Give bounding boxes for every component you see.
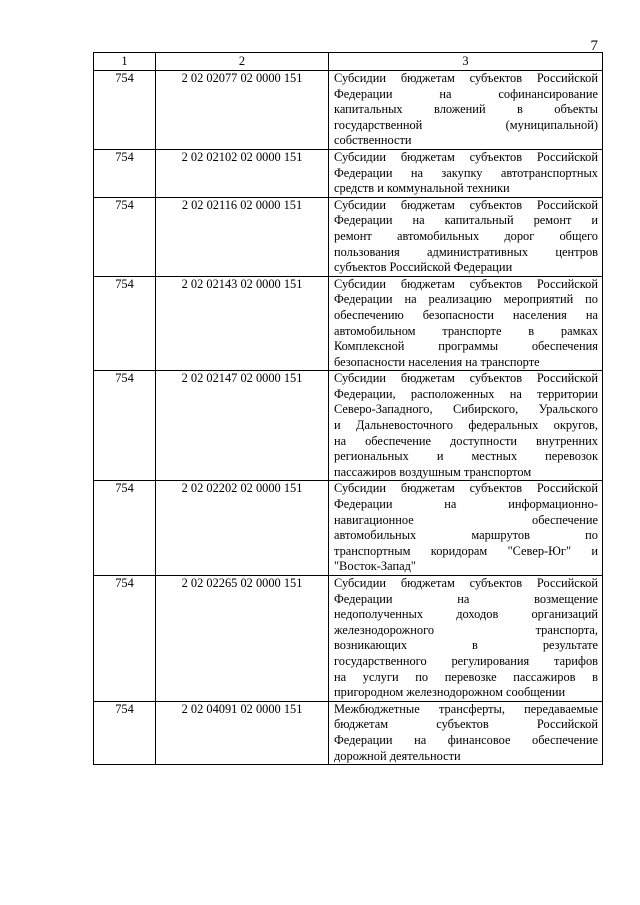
table-row — [94, 149, 603, 197]
page-number: 7 — [590, 38, 598, 54]
description-line: на услуги по перевозке пассажиров в — [334, 669, 598, 684]
description-line: собственности — [334, 133, 412, 148]
table-row — [94, 701, 603, 764]
description-line: Субсидии бюджетам субъектов Российской — [334, 576, 598, 590]
column-header-1: 1 — [94, 53, 156, 71]
description-line: Субсидии бюджетам субъектов Российской — [334, 481, 598, 496]
revenue-codes-table — [93, 52, 603, 765]
description-line: Субсидии бюджетам субъектов Российской — [334, 371, 598, 386]
description-line: Комплексной программы обеспечения — [334, 339, 598, 354]
admin-code-cell: 754 — [94, 481, 156, 576]
revenue-description-cell — [329, 71, 603, 150]
description-line: Федерации на возмещение — [334, 591, 598, 606]
budget-classification-code-cell: 2 02 02265 02 0000 151 — [156, 576, 329, 702]
table-row — [94, 197, 603, 276]
budget-classification-code-cell: 2 02 02102 02 0000 151 — [156, 149, 329, 197]
table-row — [94, 576, 603, 702]
description-line: Федерации на информационно- — [334, 497, 598, 512]
table-body — [94, 71, 603, 765]
description-line: пассажиров воздушным транспортом — [334, 464, 532, 479]
description-line: и Дальневосточного федеральных округов, — [334, 418, 598, 433]
description-line: государственного регулирования тарифов — [334, 653, 598, 668]
revenue-description-cell — [329, 576, 603, 702]
budget-classification-code-cell: 2 02 02077 02 0000 151 — [156, 71, 329, 150]
description-line: Северо-Западного, Сибирского, Уральского — [334, 402, 598, 417]
description-line: Федерации на софинансирование — [334, 86, 598, 101]
description-line: Федерации на закупку автотранспортных — [334, 165, 598, 180]
description-line: Субсидии бюджетам субъектов Российской — [334, 276, 598, 291]
admin-code-cell: 754 — [94, 197, 156, 276]
budget-classification-code-cell: 2 02 02116 02 0000 151 — [156, 197, 329, 276]
description-line: дорожной деятельности — [334, 748, 461, 763]
description-line: на обеспечение доступности внутренних — [334, 433, 598, 448]
description-line: недополученных доходов организаций — [334, 607, 598, 622]
description-line: государственной (муниципальной) — [334, 117, 598, 132]
column-header-2: 2 — [156, 53, 329, 71]
revenue-description-cell — [329, 149, 603, 197]
description-line: "Восток-Запад" — [334, 559, 416, 574]
admin-code-cell: 754 — [94, 71, 156, 150]
budget-classification-code-cell: 2 02 04091 02 0000 151 — [156, 701, 329, 764]
admin-code-cell: 754 — [94, 149, 156, 197]
admin-code-cell: 754 — [94, 701, 156, 764]
description-line: автомобильном транспорте в рамках — [334, 323, 598, 338]
budget-classification-code-cell: 2 02 02202 02 0000 151 — [156, 481, 329, 576]
table-header — [94, 53, 603, 71]
description-line: средств и коммунальной техники — [334, 181, 510, 196]
description-line: пользования административных центров — [334, 244, 598, 259]
admin-code-cell: 754 — [94, 371, 156, 481]
description-line: возникающих в результате — [334, 638, 598, 653]
description-line: железнодорожного транспорта, — [334, 622, 598, 637]
description-line: Субсидии бюджетам субъектов Российской — [334, 197, 598, 212]
revenue-description-cell — [329, 701, 603, 764]
description-line: капитальных вложений в объекты — [334, 102, 598, 117]
revenue-description-cell — [329, 371, 603, 481]
description-line: автомобильных маршрутов по — [334, 528, 598, 543]
table-row — [94, 371, 603, 481]
description-line: пригородном железнодорожном сообщении — [334, 685, 566, 700]
column-header-3: 3 — [329, 53, 603, 71]
description-line: Субсидии бюджетам субъектов Российской — [334, 149, 598, 164]
revenue-description-cell — [329, 197, 603, 276]
description-line: региональных и местных перевозок — [334, 449, 598, 464]
budget-classification-code-cell: 2 02 02143 02 0000 151 — [156, 276, 329, 371]
description-line: обеспечению безопасности населения на — [334, 307, 598, 322]
revenue-description-cell — [329, 276, 603, 371]
revenue-description-cell — [329, 481, 603, 576]
description-line: безопасности населения на транспорте — [334, 354, 540, 369]
description-line: Межбюджетные трансферты, передаваемые — [334, 701, 598, 716]
description-line: навигационное обеспечение — [334, 512, 598, 527]
description-line: Федерации на реализацию мероприятий по — [334, 292, 598, 307]
admin-code-cell: 754 — [94, 276, 156, 371]
description-line: Субсидии бюджетам субъектов Российской — [334, 71, 598, 85]
table-row — [94, 276, 603, 371]
table-row — [94, 71, 603, 150]
description-line: ремонт автомобильных дорог общего — [334, 228, 598, 243]
description-line: Федерации на капитальный ремонт и — [334, 213, 598, 228]
description-line: Федерации на финансовое обеспечение — [334, 732, 598, 747]
description-line: транспортным коридорам "Север-Юг" и — [334, 543, 598, 558]
budget-classification-code-cell: 2 02 02147 02 0000 151 — [156, 371, 329, 481]
description-line: Федерации, расположенных на территории — [334, 386, 598, 401]
admin-code-cell: 754 — [94, 576, 156, 702]
description-line: бюджетам субъектов Российской — [334, 717, 598, 732]
description-line: субъектов Российской Федерации — [334, 260, 513, 275]
table-row — [94, 481, 603, 576]
